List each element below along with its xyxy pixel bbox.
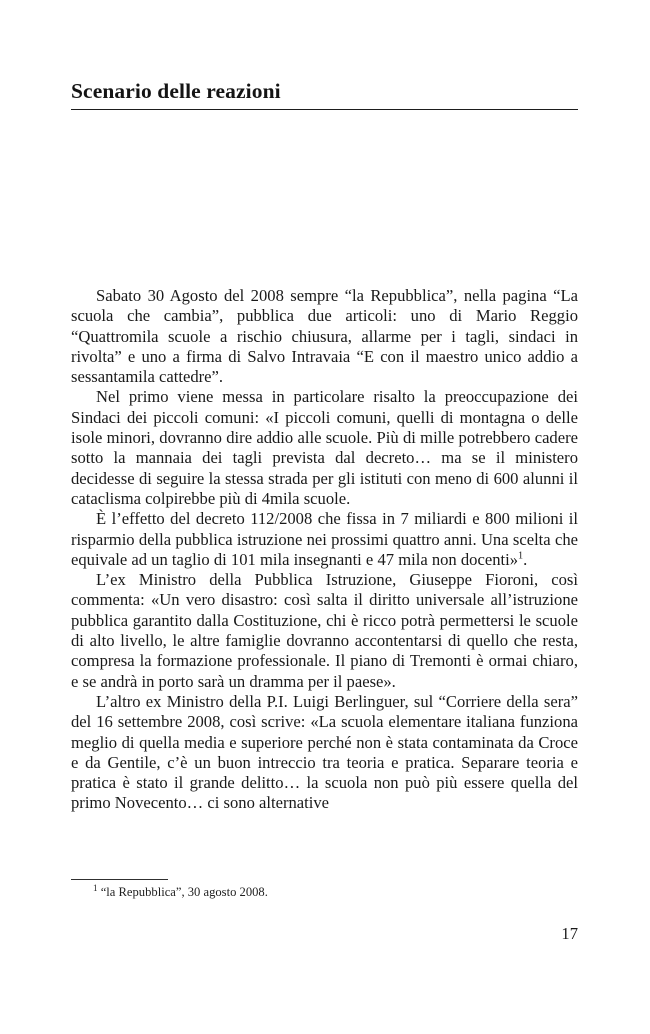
body-text-block	[71, 286, 578, 814]
footnote-divider	[71, 879, 168, 880]
paragraph-3	[71, 509, 578, 570]
footnote-reference-1[interactable]: 1	[518, 550, 524, 562]
paragraph-1: Sabato 30 Agosto del 2008 sempre “la Repubblica”, nella pagina “La scuola che cambia”, pubblica due articoli: uno di Mario Reggio “Quattromila scuole a rischio chiusura, allarme per i tagli, sindaci in rivolta” e uno a firma di Salvo Intravaia “E con il maestro unico addio a sessantamila cattedre”.	[71, 286, 578, 387]
chapter-heading-block	[71, 79, 578, 110]
footnote-1-text: “la Repubblica”, 30 agosto 2008.	[100, 885, 268, 900]
paragraph-2: Nel primo viene messa in particolare risalto la preoccupazione dei Sindaci dei piccoli comuni: «I piccoli comuni, quelli di montagna o delle isole minori, dovranno dire addio alle scuole. Più di mille potrebbero cadere sotto la mannaia dei tagli prevista dal decreto… ma se il ministero decidesse di seguire la stessa strada per gli istituti con meno di 600 alunni il cataclisma colpirebbe più di 4mila scuole.	[71, 387, 578, 508]
page-number: 17	[561, 924, 578, 943]
title-divider	[71, 109, 578, 111]
paragraph-3-terminator: .	[523, 549, 528, 569]
footnote-1	[71, 882, 578, 900]
page-title: Scenario delle reazioni	[71, 79, 281, 103]
paragraph-4: L’ex Ministro della Pubblica Istruzione, Giuseppe Fioroni, così commenta: «Un vero disastro: così salta il diritto universale all’istruzione pubblica garantito dalla Costituzione, chi è ricco potrà permettersi le scuole di alto livello, le altre famiglie dovranno accontentarsi di quello che resta, compresa la formazione professionale. Il piano di Tremonti è ormai chiaro, e se andrà in porto sarà un dramma per il paese».	[71, 570, 578, 691]
footnote-block	[71, 879, 578, 900]
footnote-marker-1: 1	[93, 882, 98, 893]
paragraph-3-text: È l’effetto del decreto 112/2008 che fissa in 7 miliardi e 800 milioni il risparmio della pubblica istruzione nei prossimi quattro anni. Una scelta che equivale ad un taglio di 101 mila insegnanti e 47 mila non docenti»	[71, 509, 578, 569]
paragraph-5: L’altro ex Ministro della P.I. Luigi Berlinguer, sul “Corriere della sera” del 16 settembre 2008, così scrive: «La scuola elementare italiana funziona meglio di quella media e superiore perché non è stata contaminata da Croce e da Gentile, c’è un buon intreccio tra teoria e pratica. Separare teoria e pratica è stato il grande delitto… la scuola non può più essere quella del primo Novecento… ci sono alternative	[71, 691, 578, 813]
